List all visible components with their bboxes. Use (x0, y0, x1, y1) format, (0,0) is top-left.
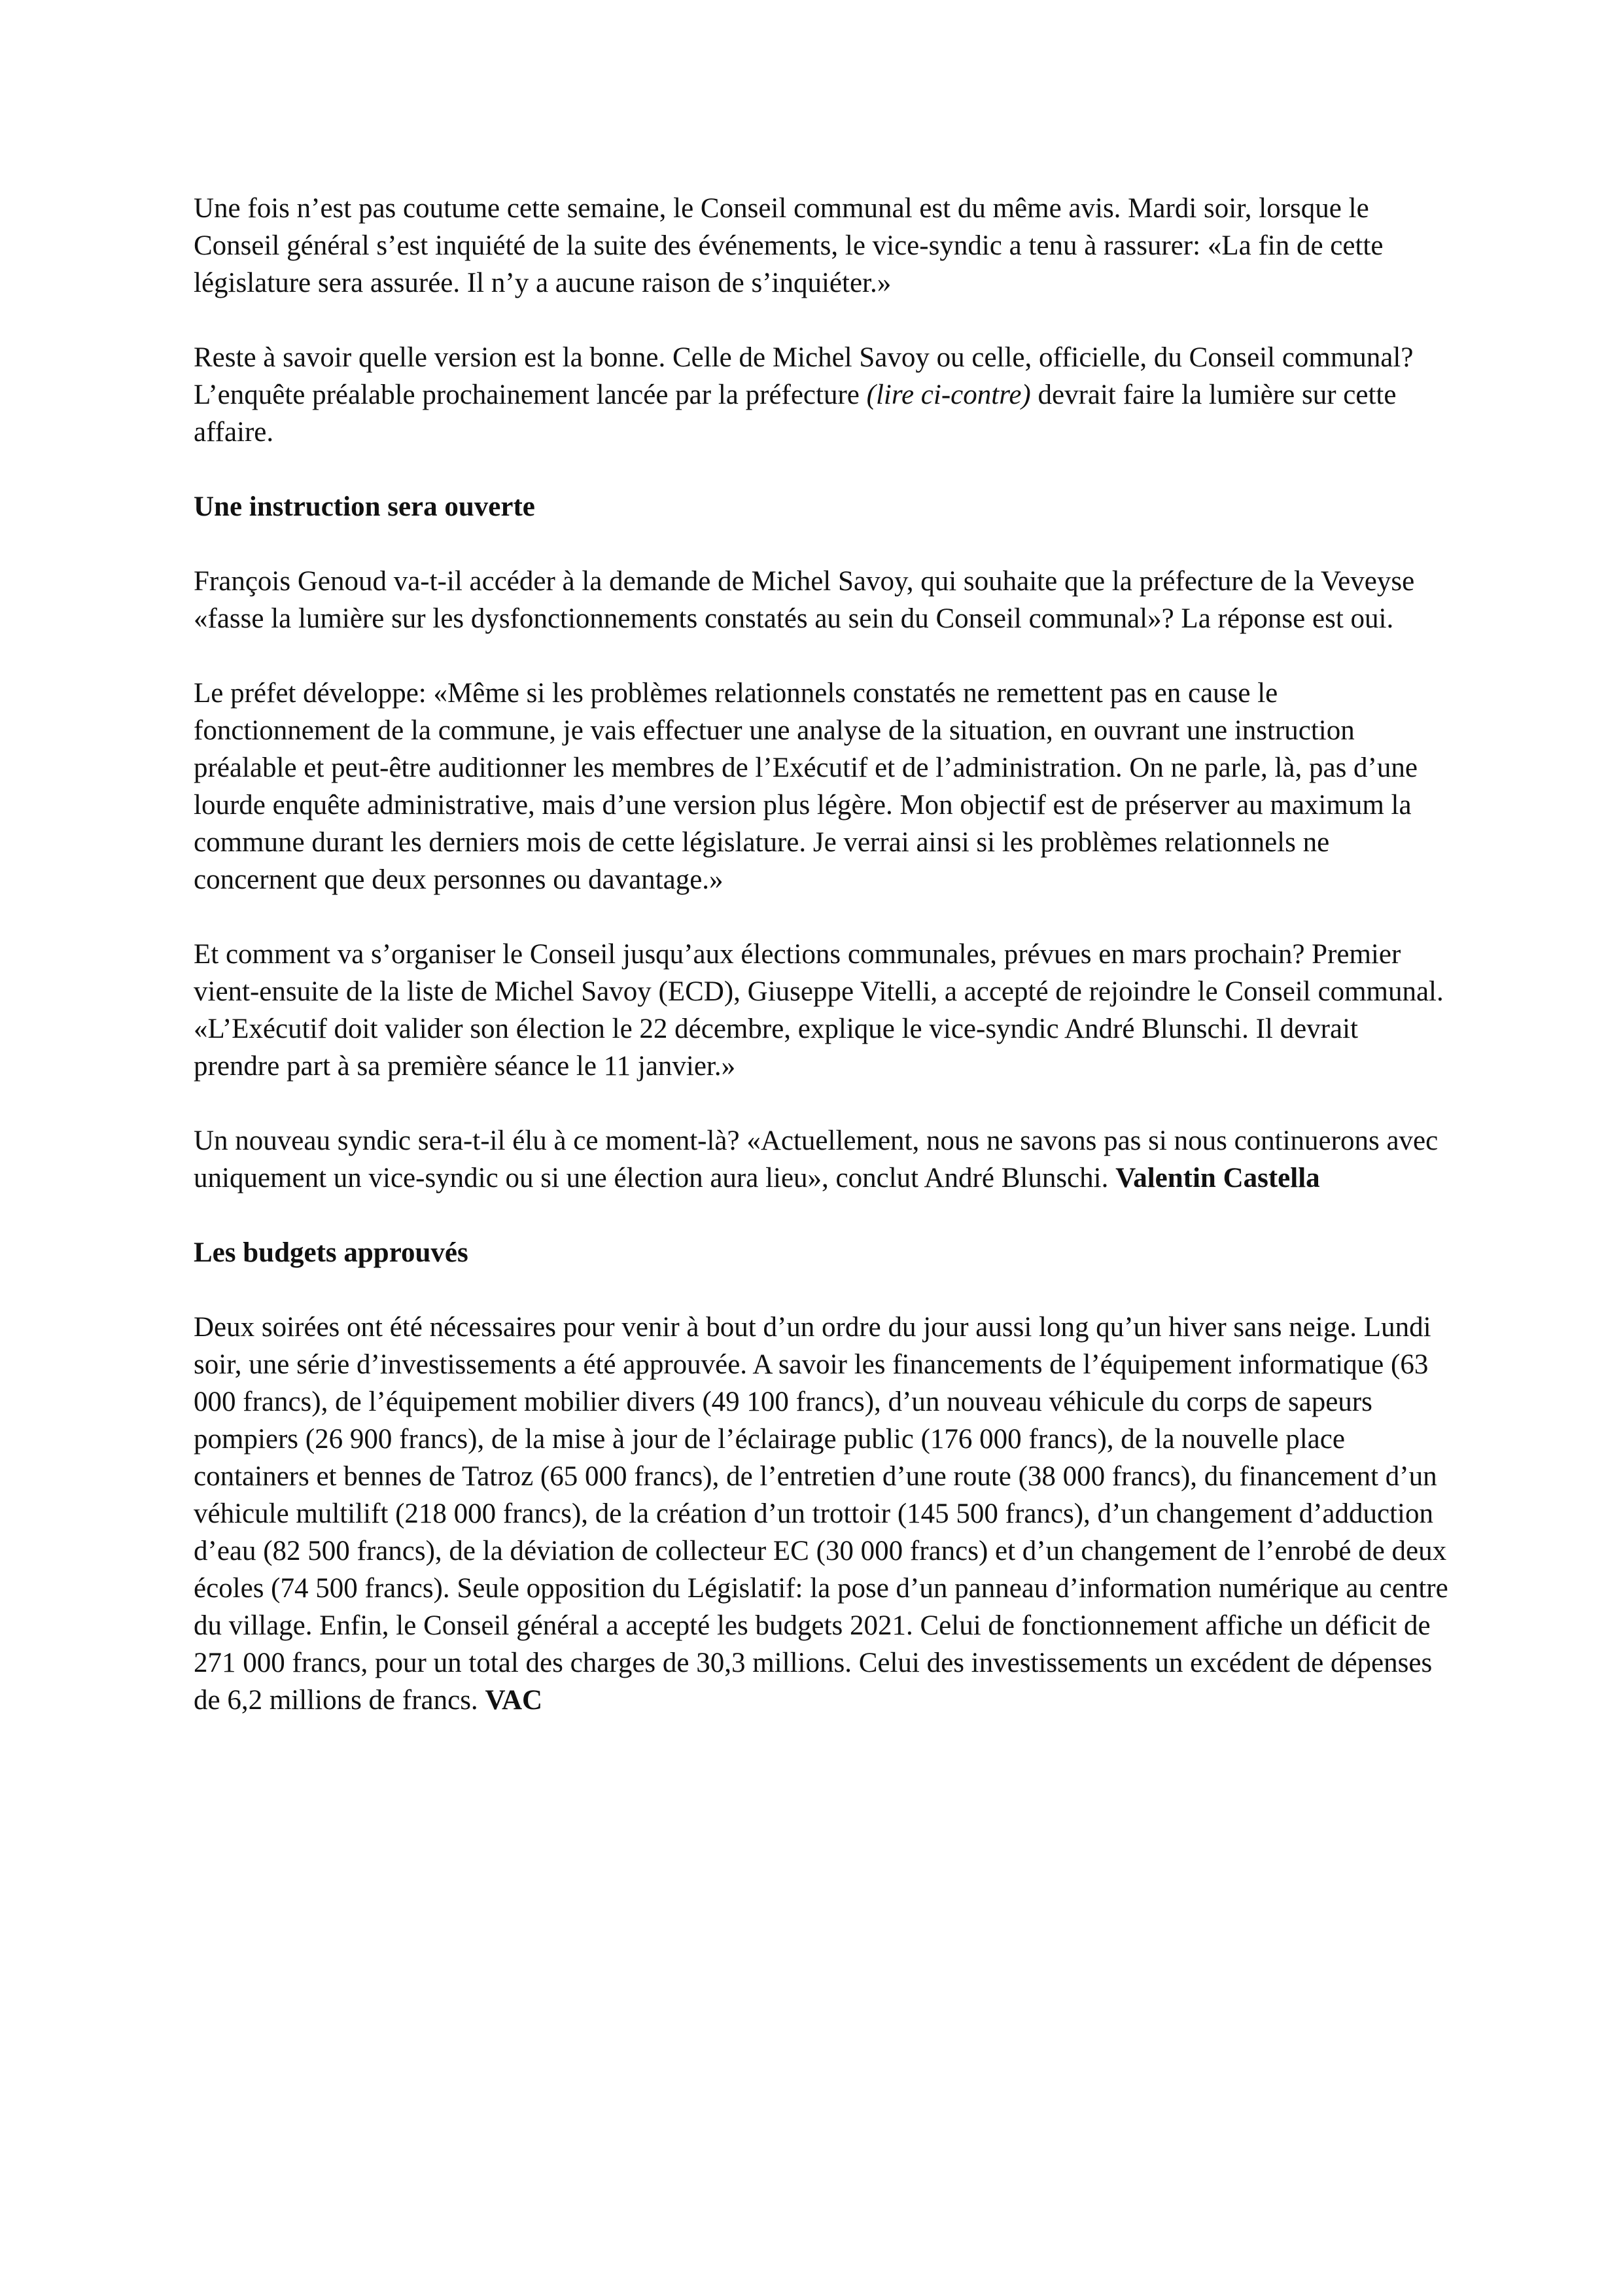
paragraph-prefet: Le préfet développe: «Même si les problèmes relationnels constatés ne remettent pas en cause le fonctionnement de la commune, je vais effectuer une analyse de la situation, en ouvrant une instruction préalable et peut-être auditionner les membres de l’Exécutif et de l’administration. On ne parle, là, pas d’une lourde enquête administrative, mais d’une version plus légère. Mon objectif est de préserver au maximum la commune durant les derniers mois de cette législature. Je verrai ainsi si les problèmes relationnels ne concernent que deux personnes ou davantage.» (194, 678, 1418, 895)
paragraph-budgets (194, 1309, 1450, 1719)
paragraph-version-text: Reste à savoir quelle version est la bonne. Celle de Michel Savoy ou celle, officielle, du Conseil communal? L’enquête préalable prochainement lancée par la préfecture (194, 342, 1414, 410)
paragraph-syndic-text: Un nouveau syndic sera-t-il élu à ce moment-là? «Actuellement, nous ne savons pas si nous continuerons avec uniquement un vice-syndic ou si une élection aura lieu», conclut André Blunschi. (194, 1125, 1439, 1193)
paragraph-genoud: François Genoud va-t-il accéder à la demande de Michel Savoy, qui souhaite que la préfecture de la Veveyse «fasse la lumière sur les dysfonctionnements constatés au sein du Conseil communal»? La réponse est oui. (194, 566, 1415, 634)
document-page (194, 190, 1450, 1756)
paragraph-organisation: Et comment va s’organiser le Conseil jusqu’aux élections communales, prévues en mars prochain? Premier vient-ensuite de la liste de Michel Savoy (ECD), Giuseppe Vitelli, a accepté de rejoindre le Conseil communal. «L’Exécutif doit valider son élection le 22 décembre, explique le vice-syndic André Blunschi. Il devrait prendre part à sa première séance le 11 janvier.» (194, 939, 1444, 1082)
paragraph-version (194, 339, 1450, 451)
paragraph-budgets-text: Deux soirées ont été nécessaires pour venir à bout d’un ordre du jour aussi long qu’un hiver sans neige. Lundi soir, une série d’investissements a été approuvée. A savoir les financements de l’équipement informatique (63 000 francs), de l’équipement mobilier divers (49 100 francs), d’un nouveau véhicule du corps de sapeurs pompiers (26 900 francs), de la mise à jour de l’éclairage public (176 000 francs), de la nouvelle place containers et bennes de Tatroz (65 000 francs), de l’entretien d’une route (38 000 francs), du financement d’un véhicule multilift (218 000 francs), de la création d’un trottoir (145 500 francs), d’un changement d’adduction d’eau (82 500 francs), de la déviation de collecteur EC (30 000 francs) et d’un changement de l’enrobé de deux écoles (74 500 francs). Seule opposition du Législatif: la pose d’un panneau d’information numérique au centre du village. Enfin, le Conseil général a accepté les budgets 2021. Celui de fonctionnement affiche un déficit de 271 000 francs, pour un total des charges de 30,3 millions. Celui des investissements un excédent de dépenses de 6,2 millions de francs. (194, 1312, 1448, 1716)
paragraph-intro: Une fois n’est pas coutume cette semaine, le Conseil communal est du même avis. Mardi soir, lorsque le Conseil général s’est inquiété de la suite des événements, le vice-syndic a tenu à rassurer: «La fin de cette législature sera assurée. Il n’y a aucune raison de s’inquiéter.» (194, 193, 1384, 298)
author-byline: Valentin Castella (1115, 1163, 1320, 1193)
paragraph-version-end: devrait faire la lumière sur cette affaire. (194, 380, 1397, 448)
author-initials: VAC (485, 1685, 543, 1716)
subheading-budgets: Les budgets approuvés (194, 1237, 468, 1268)
paragraph-syndic (194, 1122, 1450, 1197)
paragraph-version-reference: (lire ci-contre) (866, 380, 1031, 410)
subheading-instruction: Une instruction sera ouverte (194, 491, 535, 522)
